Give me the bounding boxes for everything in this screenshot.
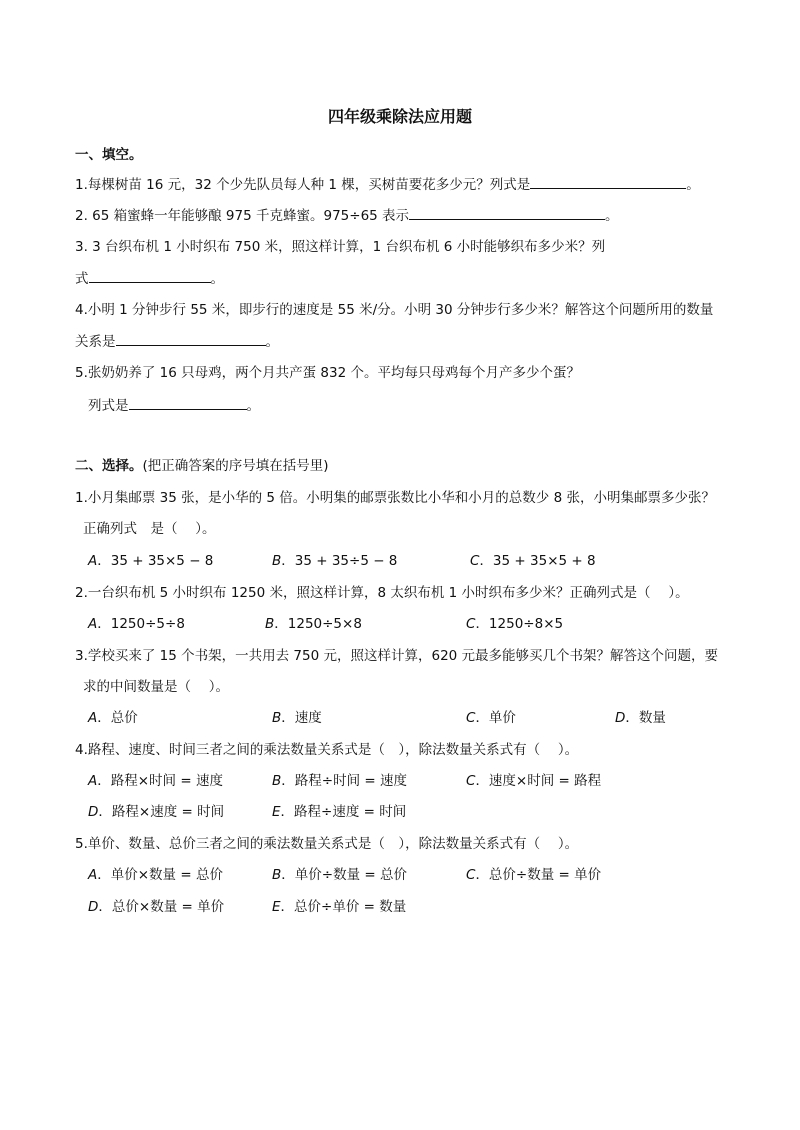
option-text: ．1250÷5×8 <box>274 616 362 632</box>
option-letter: A <box>88 773 98 789</box>
option-b <box>265 614 362 634</box>
q5-cont: 列式是 <box>88 398 129 414</box>
option-letter: D <box>88 804 99 820</box>
q2-text: 2. 65 箱蜜蜂一年能够酿 975 千克蜂蜜。975÷65 表示 <box>75 208 410 224</box>
option-d <box>615 708 666 728</box>
option-text: ．单价÷数量 = 总价 <box>281 867 407 883</box>
q1-end: 。 <box>686 177 700 193</box>
section2-heading <box>75 456 329 476</box>
option-b <box>272 865 407 885</box>
option-a <box>88 708 138 728</box>
option-letter: C <box>466 773 476 789</box>
answer-blank[interactable] <box>409 205 605 220</box>
fill-question-4 <box>75 300 713 320</box>
q4-cont: 关系是 <box>75 334 116 350</box>
option-b <box>272 771 407 791</box>
choice-question-3: 3.学校买来了 15 个书架，一共用去 750 元，照这样计算，620 元最多能够买几个书架？解答这个问题，要 <box>75 648 719 664</box>
page-title: 四年级乘除法应用题 <box>327 107 472 126</box>
option-text: ．1250÷5÷8 <box>97 616 185 632</box>
option-text: ．35 + 35÷5 − 8 <box>281 553 398 569</box>
option-letter: C <box>466 867 476 883</box>
q4-end: 。 <box>265 334 279 350</box>
q3-cont: 式 <box>75 271 89 287</box>
option-text: ．总价 <box>97 710 138 726</box>
answer-blank[interactable] <box>129 395 247 410</box>
option-text: ．总价×数量 = 单价 <box>98 899 225 915</box>
option-text: ．数量 <box>625 710 666 726</box>
option-letter: E <box>272 899 281 915</box>
option-text: ．单价 <box>475 710 516 726</box>
fill-question-3 <box>75 237 605 257</box>
option-c <box>466 865 601 885</box>
q3-text: 3. 3 台织布机 1 小时织布 750 米，照这样计算，1 台织布机 6 小时能够织布多少米？列 <box>75 239 606 255</box>
fill-question-4-cont <box>75 331 279 352</box>
option-letter: E <box>272 804 281 820</box>
option-letter: A <box>88 710 98 726</box>
q4-text: 4.小明 1 分钟步行 55 米，即步行的速度是 55 米/分。小明 30 分钟步行多少米？解答这个问题所用的数量 <box>75 302 714 318</box>
choice-question-4: 4.路程、速度、时间三者之间的乘法数量关系式是（ ），除法数量关系式有（ ）。 <box>75 742 579 758</box>
q1-text: 1.每棵树苗 16 元，32 个少先队员每人种 1 棵，买树苗要花多少元？列式是 <box>75 177 531 193</box>
option-e <box>272 802 406 822</box>
fill-question-2 <box>75 205 619 226</box>
q2-end: 。 <box>605 208 619 224</box>
option-letter: A <box>88 867 98 883</box>
fill-question-5 <box>75 363 580 383</box>
section2-note: (把正确答案的序号填在括号里) <box>142 458 329 474</box>
option-d <box>88 802 224 822</box>
section2-heading-text: 二、选择。 <box>75 458 143 474</box>
q3-end: 。 <box>210 271 224 287</box>
option-text: ．总价÷数量 = 单价 <box>475 867 602 883</box>
option-letter: C <box>466 710 476 726</box>
choice-question-1-cont: 正确列式 是（ ）。 <box>83 521 216 537</box>
option-text: ．1250÷8×5 <box>475 616 564 632</box>
choice-question-3-cont: 求的中间数量是（ ）。 <box>83 679 230 695</box>
option-text: ．单价×数量 = 总价 <box>97 867 223 883</box>
option-c <box>470 551 596 571</box>
choice-question-5: 5.单价、数量、总价三者之间的乘法数量关系式是（ ），除法数量关系式有（ ）。 <box>75 836 579 852</box>
option-letter: A <box>88 616 98 632</box>
section1-heading: 一、填空。 <box>75 147 143 163</box>
choice-question-2: 2.一台织布机 5 小时织布 1250 米，照这样计算，8 太织布机 1 小时织布多少米？正确列式是（ ）。 <box>75 585 689 601</box>
option-letter: D <box>88 899 99 915</box>
answer-blank[interactable] <box>530 174 686 189</box>
option-letter: B <box>272 773 282 789</box>
option-d <box>88 897 224 917</box>
fill-question-5-cont <box>88 395 260 416</box>
option-letter: B <box>265 616 275 632</box>
option-text: ．路程×时间 = 速度 <box>97 773 223 789</box>
option-letter: D <box>615 710 626 726</box>
option-b <box>272 551 397 571</box>
q5-end: 。 <box>246 398 260 414</box>
option-a <box>88 865 223 885</box>
option-letter: A <box>88 553 98 569</box>
option-a <box>88 614 185 634</box>
option-e <box>272 897 406 917</box>
option-text: ．路程×速度 = 时间 <box>98 804 225 820</box>
answer-blank[interactable] <box>89 268 211 283</box>
option-c <box>466 708 516 728</box>
q5-text: 5.张奶奶养了 16 只母鸡，两个月共产蛋 832 个。平均每只母鸡每个月产多少个蛋？ <box>75 365 580 381</box>
option-text: ．35 + 35×5 − 8 <box>97 553 214 569</box>
choice-question-1: 1.小月集邮票 35 张，是小华的 5 倍。小明集的邮票张数比小华和小月的总数少 8 张，小明集邮票多少张？ <box>75 490 715 506</box>
option-b <box>272 708 322 728</box>
option-text: ．35 + 35×5 + 8 <box>479 553 596 569</box>
option-text: ．速度×时间 = 路程 <box>475 773 602 789</box>
option-letter: B <box>272 867 282 883</box>
option-letter: C <box>470 553 480 569</box>
option-text: ．路程÷时间 = 速度 <box>281 773 407 789</box>
answer-blank[interactable] <box>116 331 266 346</box>
option-letter: B <box>272 710 282 726</box>
option-a <box>88 771 223 791</box>
option-text: ．速度 <box>281 710 322 726</box>
option-c <box>466 771 601 791</box>
option-letter: C <box>466 616 476 632</box>
fill-question-3-cont <box>75 268 224 289</box>
option-text: ．总价÷单价 = 数量 <box>280 899 407 915</box>
option-letter: B <box>272 553 282 569</box>
fill-question-1 <box>75 174 700 195</box>
option-text: ．路程÷速度 = 时间 <box>280 804 407 820</box>
option-a <box>88 551 213 571</box>
option-c <box>466 614 563 634</box>
